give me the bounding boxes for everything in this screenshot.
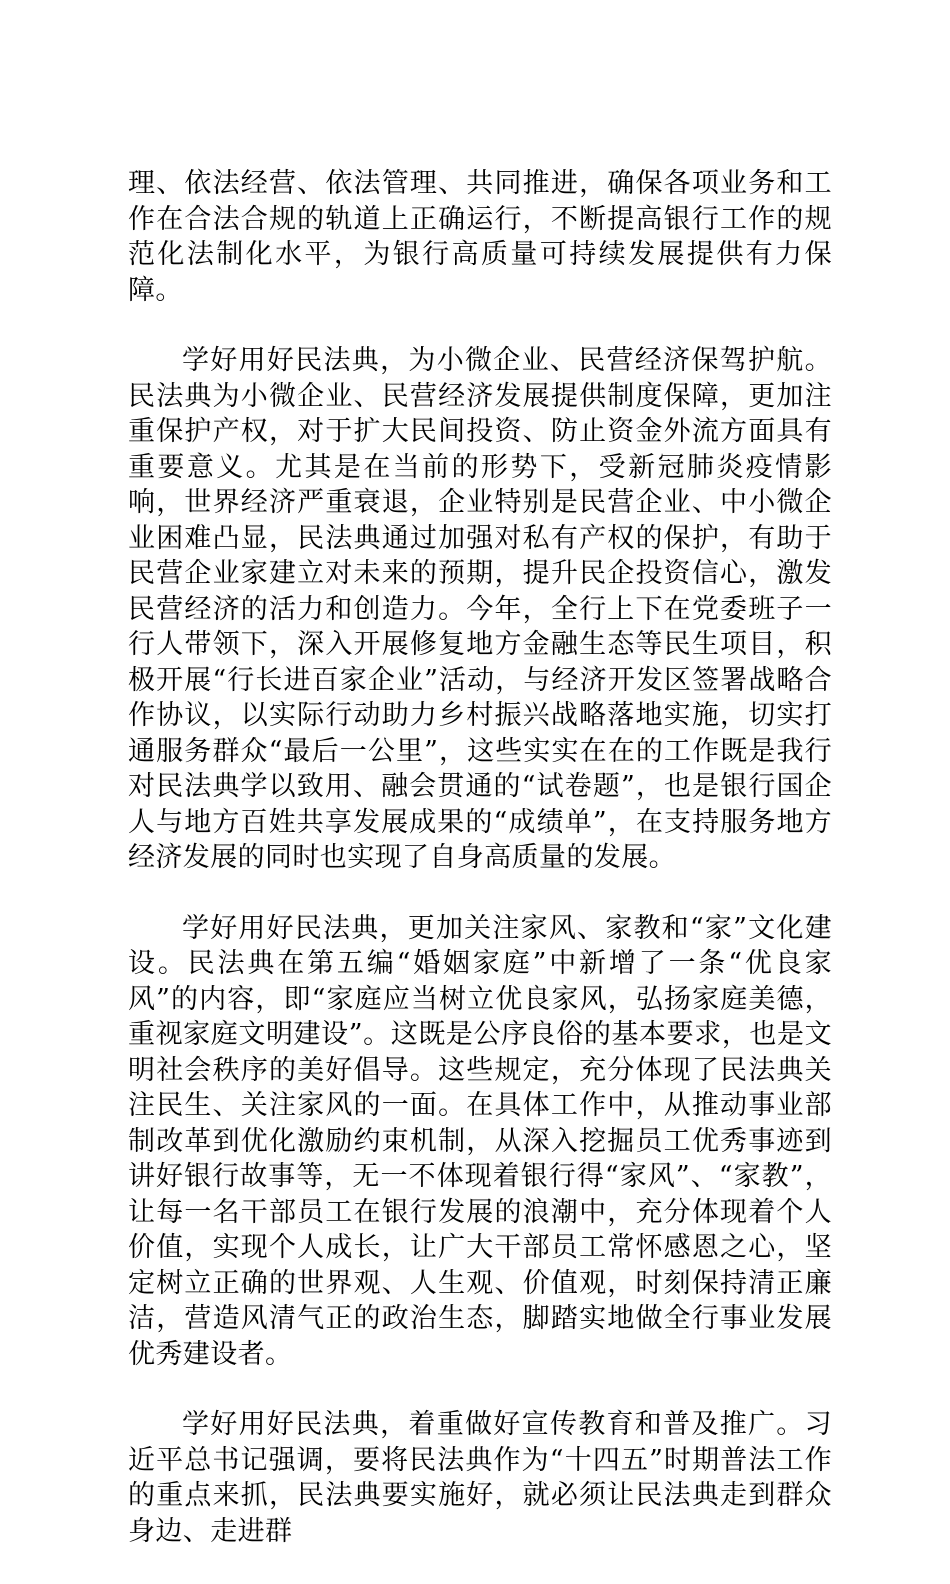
paragraph-continuation: 理、依法经营、依法管理、共同推进，确保各项业务和工作在合法合规的轨道上正确运行，不断提高银行工作的规范化法制化水平，为银行高质量可持续发展提供有力保障。 [128, 168, 832, 306]
paragraph-family-culture: 学好用好民法典，更加关注家风、家教和“家”文化建设。民法典在第五编“婚姻家庭”中新增了一条“优良家风”的内容，即“家庭应当树立优良家风，弘扬家庭美德，重视家庭文明建设”。这既是公序良俗的基本要求，也是文明社会秩序的美好倡导。这些规定，充分体现了民法典关注民生、关注家风的一面。在具体工作中，从推动事业部制改革到优化激励约束机制，从深入挖掘员工优秀事迹到讲好银行故事等，无一不体现着银行得“家风”、“家教”，让每一名干部员工在银行发展的浪潮中，充分体现着个人价值，实现个人成长，让广大干部员工常怀感恩之心，坚定树立正确的世界观、人生观、价值观，时刻保持清正廉洁，营造风清气正的政治生态，脚踏实地做全行事业发展优秀建设者。 [128, 912, 832, 1370]
paragraph-publicity-education: 学好用好民法典，着重做好宣传教育和普及推广。习近平总书记强调，要将民法典作为“十四五”时期普法工作的重点来抓，民法典要实施好，就必须让民法典走到群众身边、走进群 [128, 1409, 832, 1547]
paragraph-private-economy: 学好用好民法典，为小微企业、民营经济保驾护航。民法典为小微企业、民营经济发展提供制度保障，更加注重保护产权，对于扩大民间投资、防止资金外流方面具有重要意义。尤其是在当前的形势下，受新冠肺炎疫情影响，世界经济严重衰退，企业特别是民营企业、中小微企业困难凸显，民法典通过加强对私有产权的保护，有助于民营企业家建立对未来的预期，提升民企投资信心，激发民营经济的活力和创造力。今年，全行上下在党委班子一行人带领下，深入开展修复地方金融生态等民生项目，积极开展“行长进百家企业”活动，与经济开发区签署战略合作协议，以实际行动助力乡村振兴战略落地实施，切实打通服务群众“最后一公里”，这些实实在在的工作既是我行对民法典学以致用、融会贯通的“试卷题”，也是银行国企人与地方百姓共享发展成果的“成绩单”，在支持服务地方经济发展的同时也实现了自身高质量的发展。 [128, 345, 832, 873]
document-body [128, 166, 832, 1584]
